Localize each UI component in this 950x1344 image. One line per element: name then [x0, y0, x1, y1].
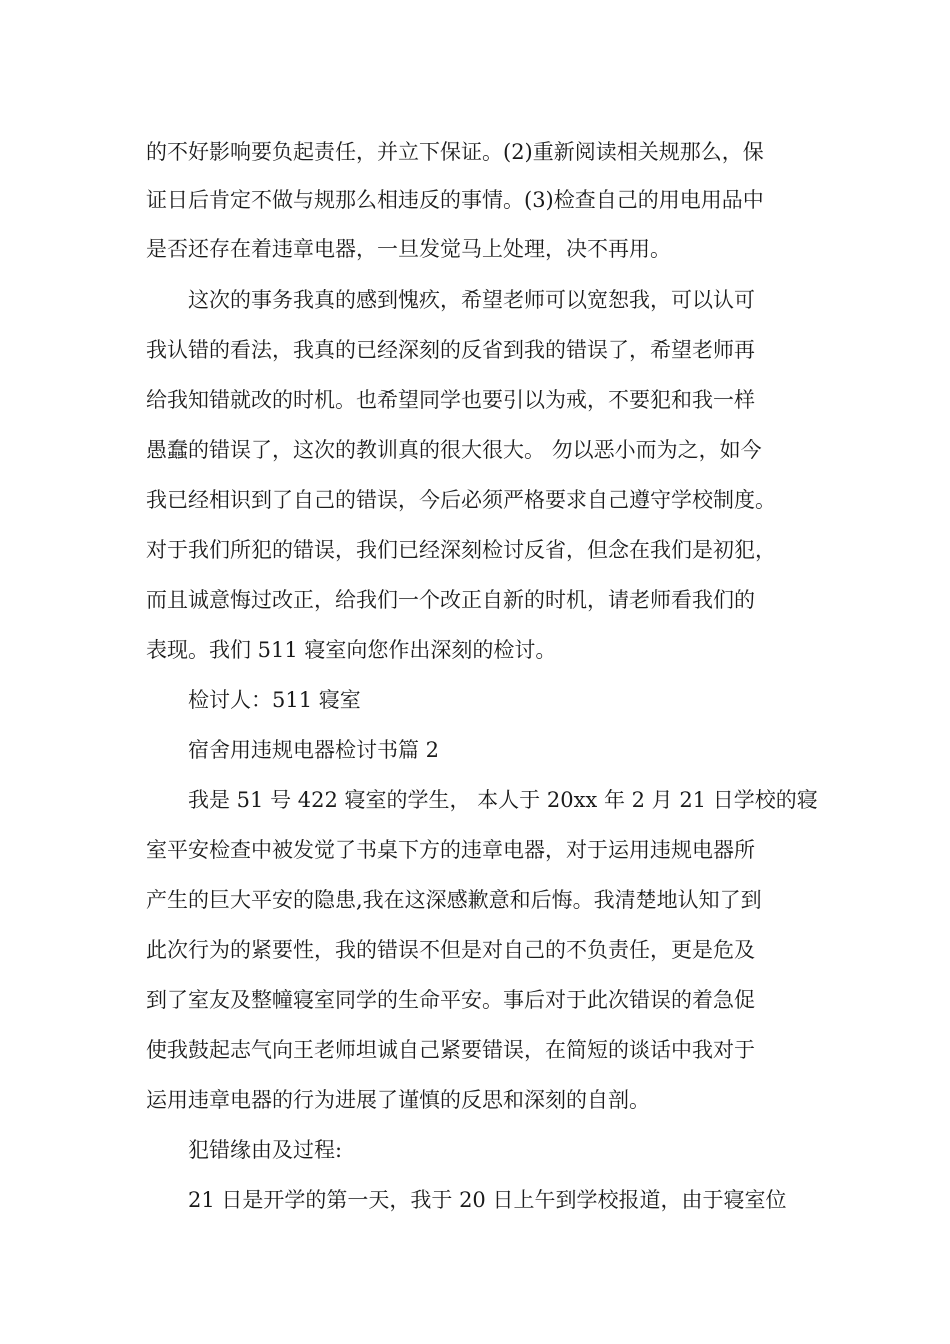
text-line: 产生的巨大平安的隐患,我在这深感歉意和后悔。我清楚地认知了到: [146, 888, 762, 912]
text-line: 运用违章电器的行为进展了谨慎的反思和深刻的自剖。: [146, 1088, 650, 1112]
text-line: 我认错的看法，我真的已经深刻的反省到我的错误了，希望老师再: [146, 338, 755, 362]
subheading: 犯错缘由及过程:: [188, 1138, 343, 1162]
signature-line: 检讨人：511 寝室: [188, 688, 361, 712]
text-line: 证日后肯定不做与规那么相违反的事情。(3)检查自己的用电用品中: [146, 188, 764, 212]
text-line: 我是 51 号 422 寝室的学生， 本人于 20xx 年 2 月 21 日学校的寝: [188, 788, 818, 812]
text-line: 到了室友及整幢寝室同学的生命平安。事后对于此次错误的着急促: [146, 988, 755, 1012]
text-line: 我已经相识到了自己的错误，今后必须严格要求自己遵守学校制度。: [146, 488, 776, 512]
text-line: 此次行为的紧要性，我的错误不但是对自己的不负责任，更是危及: [146, 938, 755, 962]
text-line: 是否还存在着违章电器，一旦发觉马上处理，决不再用。: [146, 237, 671, 261]
text-line: 的不好影响要负起责任，并立下保证。(2)重新阅读相关规那么，保: [146, 140, 764, 164]
text-line: 室平安检查中被发觉了书桌下方的违章电器，对于运用违规电器所: [146, 838, 755, 862]
text-line: 而且诚意悔过改正，给我们一个改正自新的时机，请老师看我们的: [146, 588, 755, 612]
text-line: 这次的事务我真的感到愧疚，希望老师可以宽恕我，可以认可: [188, 288, 755, 312]
text-line: 使我鼓起志气向王老师坦诚自己紧要错误，在简短的谈话中我对于: [146, 1038, 755, 1062]
section-heading: 宿舍用违规电器检讨书篇 2: [188, 738, 440, 762]
text-line: 21 日是开学的第一天，我于 20 日上午到学校报道，由于寝室位: [188, 1188, 787, 1212]
text-line: 表现。我们 511 寝室向您作出深刻的检讨。: [146, 638, 557, 662]
text-line: 对于我们所犯的错误，我们已经深刻检讨反省，但念在我们是初犯，: [146, 538, 776, 562]
text-line: 愚蠢的错误了，这次的教训真的很大很大。 勿以恶小而为之，如今: [146, 438, 762, 462]
text-line: 给我知错就改的时机。也希望同学也要引以为戒，不要犯和我一样: [146, 388, 755, 412]
